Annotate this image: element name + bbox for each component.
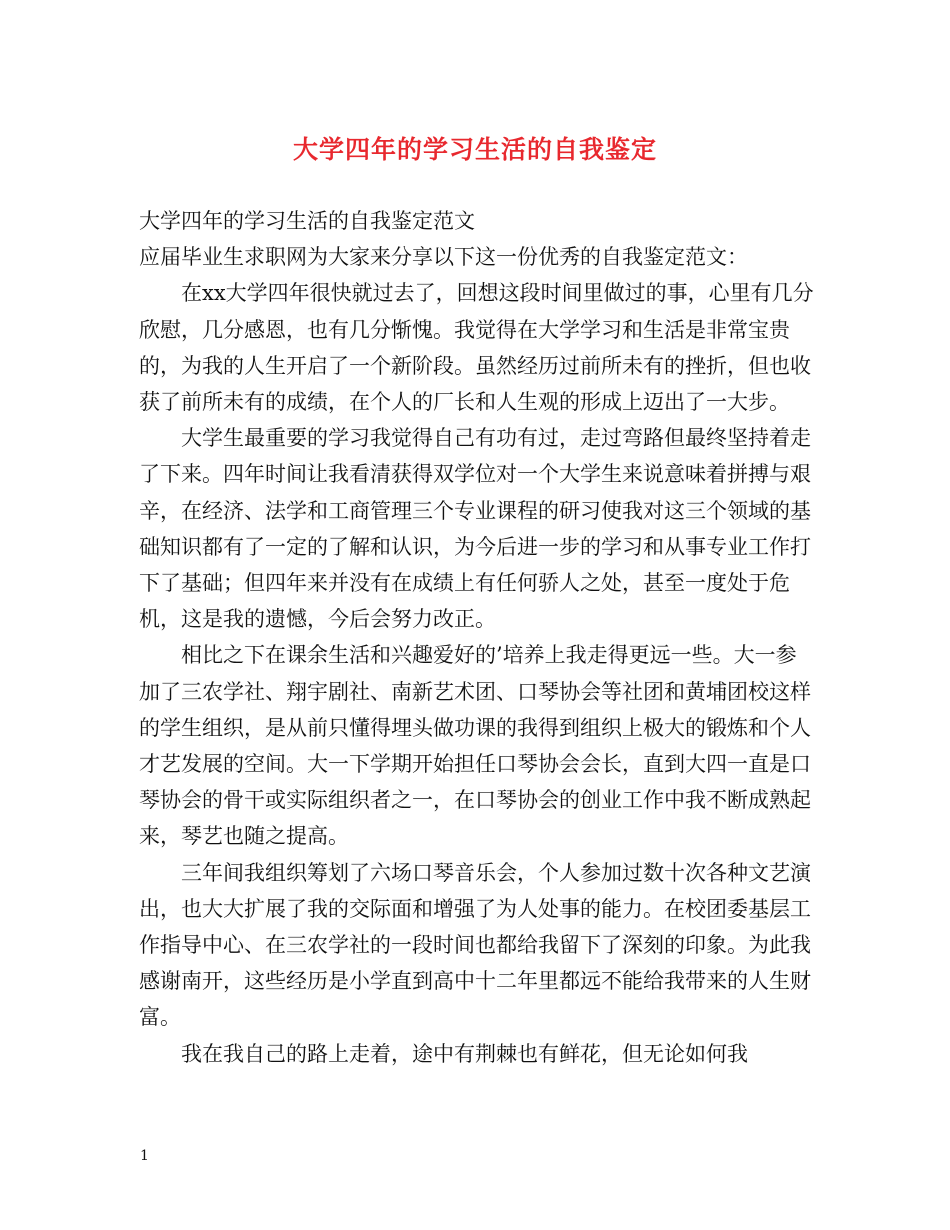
document-body: [139, 203, 815, 1072]
intro-line: 应届毕业生求职网为大家来分享以下这一份优秀的自我鉴定范文：: [139, 245, 748, 270]
subtitle-line: 大学四年的学习生活的自我鉴定范文: [139, 209, 475, 233]
document-title: 大学四年的学习生活的自我鉴定: [292, 135, 657, 164]
paragraph-3: 相比之下在课余生活和兴趣爱好的’培养上我走得更远一些。大一参加了三农学社、翔宇剧社、南新艺术团、口琴协会等社团和黄埔团校这样的学生组织，是从前只懂得埋头做功课的我得到组织上极大的锻炼和个人才艺发展的空间。大一下学期开始担任口琴协会会长，直到大四一直是口琴协会的骨干或实际组织者之一，在口琴协会的创业工作中我不断成熟起来，琴艺也随之提高。: [139, 643, 811, 849]
paragraph-2: 大学生最重要的学习我觉得自己有功有过，走过弯路但最终坚持着走了下来。四年时间让我看清获得双学位对一个大学生来说意味着拼搏与艰辛，在经济、法学和工商管理三个专业课程的研习使我对这三个领域的基础知识都有了一定的了解和认识，为今后进一步的学习和从事专业工作打下了基础；但四年来并没有在成绩上有任何骄人之处，甚至一度处于危机，这是我的遗憾，今后会努力改正。: [139, 426, 811, 632]
paragraph-5: 我在我自己的路上走着，途中有荆棘也有鲜花，但无论如何我: [181, 1041, 748, 1066]
page-number: 1: [140, 1148, 149, 1164]
paragraph-1: 在xx大学四年很快就过去了，回想这段时间里做过的事，心里有几分欣慰，几分感恩，也有几分惭愧。我觉得在大学学习和生活是非常宝贵的，为我的人生开启了一个新阶段。虽然经历过前所未有的挫折，但也收获了前所未有的成绩，在个人的厂长和人生观的形成上迈出了一大步。: [139, 281, 814, 415]
paragraph-4: 三年间我组织筹划了六场口琴音乐会，个人参加过数十次各种文艺演出，也大大扩展了我的交际面和增强了为人处事的能力。在校团委基层工作指导中心、在三农学社的一段时间也都给我留下了深刻的印象。为此我感谢南开，这些经历是小学直到高中十二年里都远不能给我带来的人生财富。: [139, 860, 811, 1030]
